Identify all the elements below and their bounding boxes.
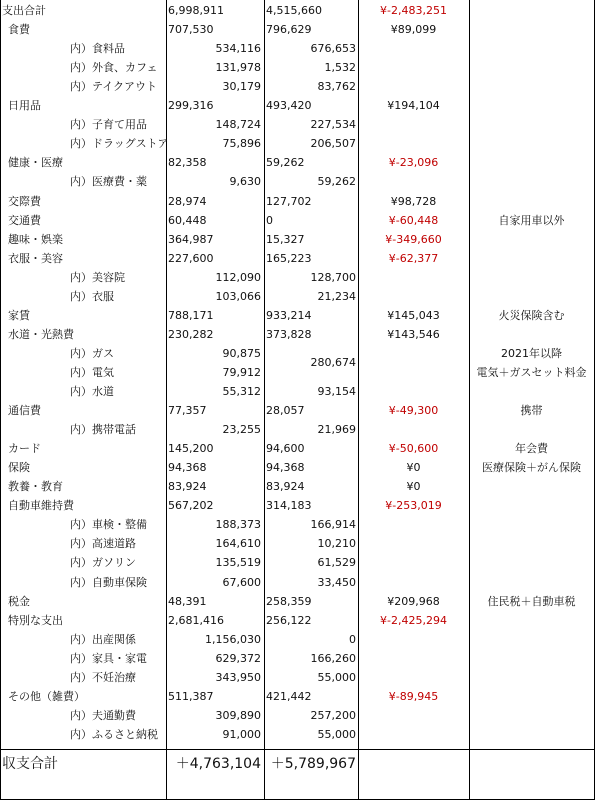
sub-category-label: 内）ガス — [70, 346, 114, 360]
year-b-breakdown: 128,700 — [310, 270, 356, 284]
category-label: 家賃 — [8, 308, 30, 322]
column-divider — [358, 0, 359, 800]
year-b-total: 0 — [266, 213, 273, 227]
year-b-total: 94,600 — [266, 442, 305, 456]
year-a-total: 83,924 — [168, 480, 207, 494]
year-a-breakdown: 23,255 — [222, 423, 261, 437]
sub-category-label: 内）テイクアウト — [70, 80, 158, 94]
year-b-total: 256,122 — [266, 613, 312, 627]
year-a-breakdown: 55,312 — [222, 385, 261, 398]
year-a-breakdown: 164,610 — [215, 537, 261, 551]
note-text: 医療保険＋がん保険 — [482, 461, 581, 475]
difference-value: ¥98,728 — [390, 194, 437, 208]
year-a-breakdown: 75,896 — [222, 137, 261, 151]
difference-value: ¥-23,096 — [388, 156, 439, 170]
year-a-breakdown: 131,978 — [215, 61, 261, 75]
difference-value: ¥0 — [406, 480, 421, 494]
year-a-total: 511,387 — [168, 689, 214, 703]
difference-value: ¥-253,019 — [385, 499, 442, 513]
year-b-total: 796,629 — [266, 23, 312, 37]
year-a-breakdown: 103,066 — [215, 289, 261, 303]
year-a-total: 48,391 — [168, 594, 207, 608]
year-a-total: 6,998,911 — [168, 4, 224, 17]
year-b-total: 493,420 — [266, 99, 312, 113]
difference-value: ¥194,104 — [387, 99, 440, 113]
total-year-a: ＋4,763,104 — [175, 755, 261, 772]
sub-category-label: 内）自動車保険 — [70, 575, 147, 589]
year-b-total: 59,262 — [266, 156, 305, 170]
year-b-breakdown: 227,534 — [310, 118, 356, 132]
difference-value: ¥-50,600 — [388, 442, 439, 456]
year-a-total: 707,530 — [168, 23, 214, 37]
sub-category-label: 内）不妊治療 — [70, 670, 136, 684]
year-b-breakdown: 0 — [349, 632, 356, 646]
year-b-total: 4,515,660 — [266, 4, 322, 17]
category-label: 自動車維持費 — [8, 499, 74, 513]
sub-category-label: 内）電気 — [70, 365, 114, 379]
year-b-total: 127,702 — [266, 194, 312, 208]
year-b-breakdown: 10,210 — [317, 537, 356, 551]
column-divider — [166, 0, 167, 800]
year-a-total: 788,171 — [168, 308, 214, 322]
note-text: 住民税＋自動車税 — [487, 594, 576, 608]
sub-category-label: 内）高速道路 — [70, 537, 136, 551]
category-label: 特別な支出 — [8, 613, 63, 627]
year-a-breakdown: 90,875 — [222, 346, 261, 360]
sub-category-label: 内）子育て用品 — [70, 118, 147, 132]
sub-category-label: 内）ふるさと納税 — [70, 727, 158, 741]
year-a-total: 77,357 — [168, 404, 207, 418]
year-b-breakdown: 257,200 — [310, 708, 356, 722]
year-a-total: 230,282 — [168, 327, 214, 341]
difference-value: ¥209,968 — [387, 594, 440, 608]
category-label: 交通費 — [8, 213, 41, 227]
year-b-total: 94,368 — [266, 461, 305, 475]
sub-category-label: 内）医療費・薬 — [70, 175, 147, 189]
year-b-breakdown: 33,450 — [317, 575, 356, 589]
year-a-total: 299,316 — [168, 99, 214, 113]
year-b-total: 933,214 — [266, 308, 312, 322]
difference-value: ¥-349,660 — [385, 232, 442, 246]
difference-value: ¥-49,300 — [388, 404, 439, 418]
category-label: その他（雑費） — [8, 689, 85, 703]
year-a-breakdown: 188,373 — [215, 518, 261, 532]
column-divider — [469, 0, 470, 800]
sub-category-label: 内）水道 — [70, 385, 114, 398]
year-a-breakdown: 67,600 — [222, 575, 261, 589]
note-text: 自家用車以外 — [498, 213, 565, 227]
year-b-breakdown: 55,000 — [317, 727, 356, 741]
category-label: 食費 — [8, 23, 30, 37]
category-label: 日用品 — [8, 99, 41, 113]
year-a-total: 567,202 — [168, 499, 214, 513]
year-b-breakdown: 21,969 — [317, 423, 356, 437]
year-a-breakdown: 309,890 — [215, 708, 261, 722]
difference-value: ¥-62,377 — [388, 251, 439, 265]
year-b-total: 373,828 — [266, 327, 312, 341]
year-b-breakdown: 280,674 — [310, 356, 356, 370]
year-b-breakdown: 59,262 — [317, 175, 356, 189]
difference-value: ¥145,043 — [387, 308, 440, 322]
year-a-breakdown: 79,912 — [222, 365, 261, 379]
year-a-breakdown: 534,116 — [215, 42, 261, 56]
difference-value: ¥143,546 — [387, 327, 440, 341]
difference-value: ¥-2,425,294 — [380, 613, 447, 627]
note-text: 携帯 — [520, 404, 543, 418]
year-b-breakdown: 1,532 — [324, 61, 356, 75]
year-a-total: 82,358 — [168, 156, 207, 170]
year-b-breakdown: 166,914 — [310, 518, 356, 532]
year-a-total: 364,987 — [168, 232, 214, 246]
sub-category-label: 内）家具・家電 — [70, 651, 147, 665]
year-b-breakdown: 676,653 — [310, 42, 356, 56]
category-label: 健康・医療 — [8, 156, 63, 170]
year-a-total: 28,974 — [168, 194, 207, 208]
year-a-total: 145,200 — [168, 442, 214, 456]
sub-category-label: 内）出産関係 — [70, 632, 136, 646]
note-text: 火災保険含む — [498, 308, 565, 322]
note-text: 電気＋ガスセット料金 — [476, 365, 587, 379]
year-a-breakdown: 343,950 — [215, 670, 261, 684]
total-year-b: ＋5,789,967 — [270, 755, 356, 772]
year-a-breakdown: 148,724 — [215, 118, 261, 132]
category-label: 衣服・美容 — [8, 251, 63, 265]
category-label: 交際費 — [8, 194, 41, 208]
column-divider — [0, 0, 1, 800]
year-a-breakdown: 1,156,030 — [205, 632, 261, 646]
year-b-breakdown: 55,000 — [317, 670, 356, 684]
year-a-breakdown: 9,630 — [229, 175, 261, 189]
sub-category-label: 内）外食、カフェ — [70, 61, 158, 75]
year-a-total: 2,681,416 — [168, 613, 224, 627]
difference-value: ¥-60,448 — [388, 213, 439, 227]
category-label: 税金 — [8, 594, 30, 608]
year-b-breakdown: 93,154 — [317, 385, 356, 398]
category-label: 教養・教育 — [8, 480, 63, 494]
year-a-breakdown: 112,090 — [215, 270, 261, 284]
note-text: 年会費 — [515, 442, 548, 456]
year-b-total: 28,057 — [266, 404, 305, 418]
sub-category-label: 内）美容院 — [70, 270, 125, 284]
year-a-breakdown: 30,179 — [222, 80, 261, 94]
year-b-breakdown: 166,260 — [310, 651, 356, 665]
category-label: 通信費 — [8, 404, 41, 418]
difference-value: ¥0 — [406, 461, 421, 475]
year-a-breakdown: 629,372 — [215, 651, 261, 665]
sub-category-label: 内）ガソリン — [70, 556, 136, 570]
year-b-total: 421,442 — [266, 689, 312, 703]
sub-category-label: 内）ドラッグストア — [70, 137, 169, 151]
total-label: 収支合計 — [2, 755, 58, 772]
year-b-total: 314,183 — [266, 499, 312, 513]
category-label: 趣味・娯楽 — [8, 232, 63, 246]
year-b-total: 15,327 — [266, 232, 305, 246]
year-a-total: 94,368 — [168, 461, 207, 475]
sub-category-label: 内）食料品 — [70, 42, 125, 56]
difference-value: ¥89,099 — [390, 23, 437, 37]
sub-category-label: 内）夫通勤費 — [70, 708, 136, 722]
year-a-breakdown: 135,519 — [215, 556, 261, 570]
year-a-breakdown: 91,000 — [222, 727, 261, 741]
year-b-total: 258,359 — [266, 594, 312, 608]
year-a-total: 60,448 — [168, 213, 207, 227]
year-b-breakdown: 83,762 — [317, 80, 356, 94]
sub-category-label: 内）携帯電話 — [70, 423, 136, 437]
category-label: カード — [8, 442, 41, 456]
difference-value: ¥-2,483,251 — [380, 4, 447, 17]
column-divider — [264, 0, 265, 800]
sub-category-label: 内）衣服 — [70, 289, 114, 303]
sub-category-label: 内）車検・整備 — [70, 518, 147, 532]
year-b-total: 83,924 — [266, 480, 305, 494]
year-b-breakdown: 61,529 — [317, 556, 356, 570]
category-label: 支出合計 — [2, 4, 46, 17]
note-text: 2021年以降 — [501, 346, 562, 360]
year-a-total: 227,600 — [168, 251, 214, 265]
difference-value: ¥-89,945 — [388, 689, 439, 703]
category-label: 水道・光熱費 — [8, 327, 74, 341]
category-label: 保険 — [8, 461, 30, 475]
year-b-total: 165,223 — [266, 251, 312, 265]
year-b-breakdown: 206,507 — [310, 137, 356, 151]
year-b-breakdown: 21,234 — [317, 289, 356, 303]
